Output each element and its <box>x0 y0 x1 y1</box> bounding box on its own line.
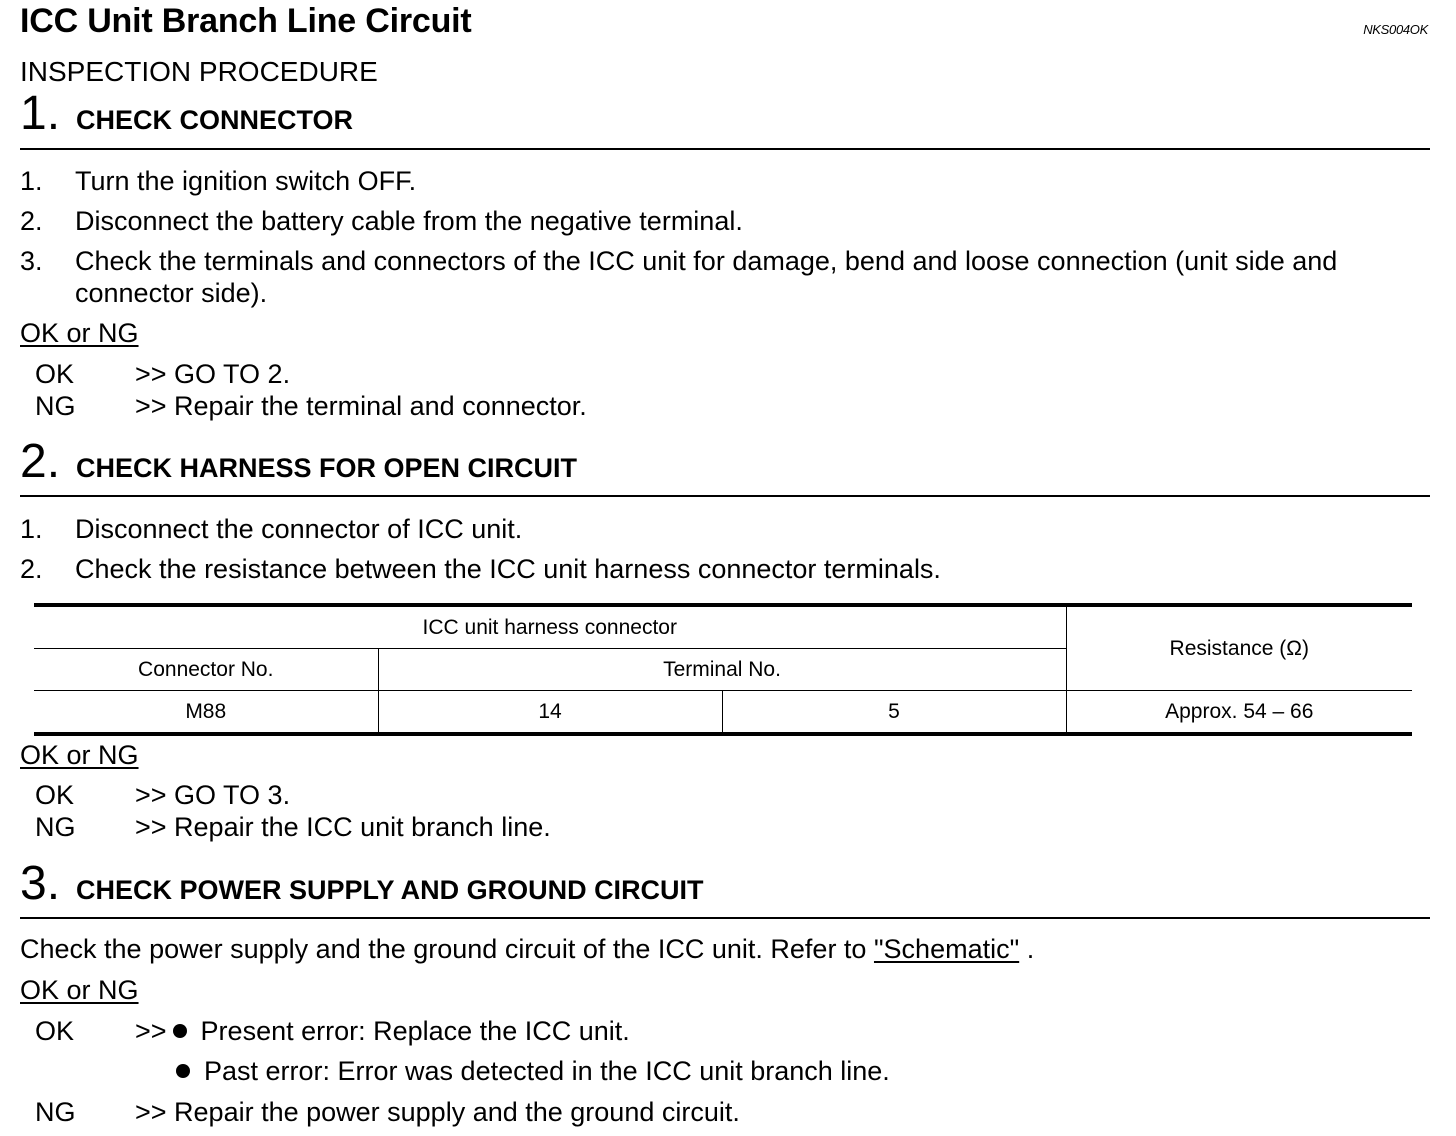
result-key: OK <box>35 1016 75 1046</box>
result-ok-continued <box>0 1055 1456 1087</box>
bullet-icon <box>173 1024 187 1038</box>
list-item-text: Disconnect the connector of ICC unit. <box>75 514 523 544</box>
step-title: CHECK POWER SUPPLY AND GROUND CIRCUIT <box>76 875 704 905</box>
terminal-cell: 14 <box>378 691 722 735</box>
ok-or-ng-label: OK or NG <box>20 975 139 1005</box>
page-title: ICC Unit Branch Line Circuit <box>20 2 472 40</box>
divider <box>20 917 1430 919</box>
result-key: NG <box>35 812 76 842</box>
bullet-text: Past error: Error was detected in the ICC unit branch line. <box>204 1056 890 1086</box>
paragraph-text: Check the power supply and the ground circuit of the ICC unit. Refer to <box>20 934 867 964</box>
result-bullet-line <box>135 1015 630 1047</box>
connector-header: Connector No. <box>34 649 378 691</box>
step-1-heading <box>20 87 354 140</box>
result-ng <box>0 1096 1456 1128</box>
result-arrow: >> <box>135 1016 167 1046</box>
resistance-header: Resistance (Ω) <box>1066 605 1412 691</box>
list-item-text: Turn the ignition switch OFF. <box>75 166 417 196</box>
bullet-icon <box>176 1064 190 1078</box>
table-row <box>34 691 1412 735</box>
terminal-cell: 5 <box>722 691 1066 735</box>
step-number: 2. <box>20 435 61 488</box>
result-ng <box>0 811 1456 843</box>
list-item-text: Check the terminals and connectors of the ICC unit for damage, bend and loose connection (unit side and connector side). <box>75 246 1338 308</box>
result-text: >> GO TO 2. <box>135 359 291 389</box>
step-title: CHECK CONNECTOR <box>76 105 354 135</box>
bullet-text: Present error: Replace the ICC unit. <box>200 1016 630 1046</box>
step-3-heading <box>20 857 704 910</box>
step-title: CHECK HARNESS FOR OPEN CIRCUIT <box>76 453 578 483</box>
resistance-cell: Approx. 54 – 66 <box>1066 691 1412 735</box>
terminal-header: Terminal No. <box>378 649 1066 691</box>
result-text: >> Repair the power supply and the ground circuit. <box>135 1097 740 1127</box>
result-text: >> GO TO 3. <box>135 780 291 810</box>
list-item-text: Disconnect the battery cable from the negative terminal. <box>75 206 743 236</box>
list-item-number: 3. <box>20 246 43 276</box>
result-text: >> Repair the terminal and connector. <box>135 391 587 421</box>
result-key: NG <box>35 1097 76 1127</box>
step-3-paragraph <box>20 934 1034 965</box>
result-ok <box>0 779 1456 811</box>
schematic-link[interactable]: "Schematic" <box>873 934 1020 964</box>
resistance-table <box>34 603 1412 736</box>
table-header-row <box>34 605 1412 649</box>
list-item-number: 1. <box>20 166 43 196</box>
document-id: NKS004OK <box>1363 22 1428 37</box>
result-key: OK <box>35 359 75 389</box>
section-heading: INSPECTION PROCEDURE <box>20 56 378 87</box>
divider <box>20 495 1430 497</box>
list-item-text: Check the resistance between the ICC unit harness connector terminals. <box>75 554 941 584</box>
divider <box>20 148 1430 150</box>
ok-or-ng-label: OK or NG <box>20 740 139 770</box>
step-number: 1. <box>20 87 61 140</box>
result-bullet-line <box>170 1055 890 1087</box>
result-ng <box>0 390 1456 422</box>
list-item-number: 2. <box>20 554 43 584</box>
step-2-heading <box>20 435 578 488</box>
step-number: 3. <box>20 857 61 910</box>
ok-or-ng-label: OK or NG <box>20 318 139 348</box>
result-ok <box>0 1015 1456 1047</box>
result-key: NG <box>35 391 76 421</box>
list-item-number: 2. <box>20 206 43 236</box>
result-ok <box>0 358 1456 390</box>
connector-cell: M88 <box>34 691 378 735</box>
result-text: >> Repair the ICC unit branch line. <box>135 812 551 842</box>
paragraph-end: . <box>1026 934 1035 964</box>
group-header: ICC unit harness connector <box>34 605 1066 649</box>
list-item-number: 1. <box>20 514 43 544</box>
result-key: OK <box>35 780 75 810</box>
